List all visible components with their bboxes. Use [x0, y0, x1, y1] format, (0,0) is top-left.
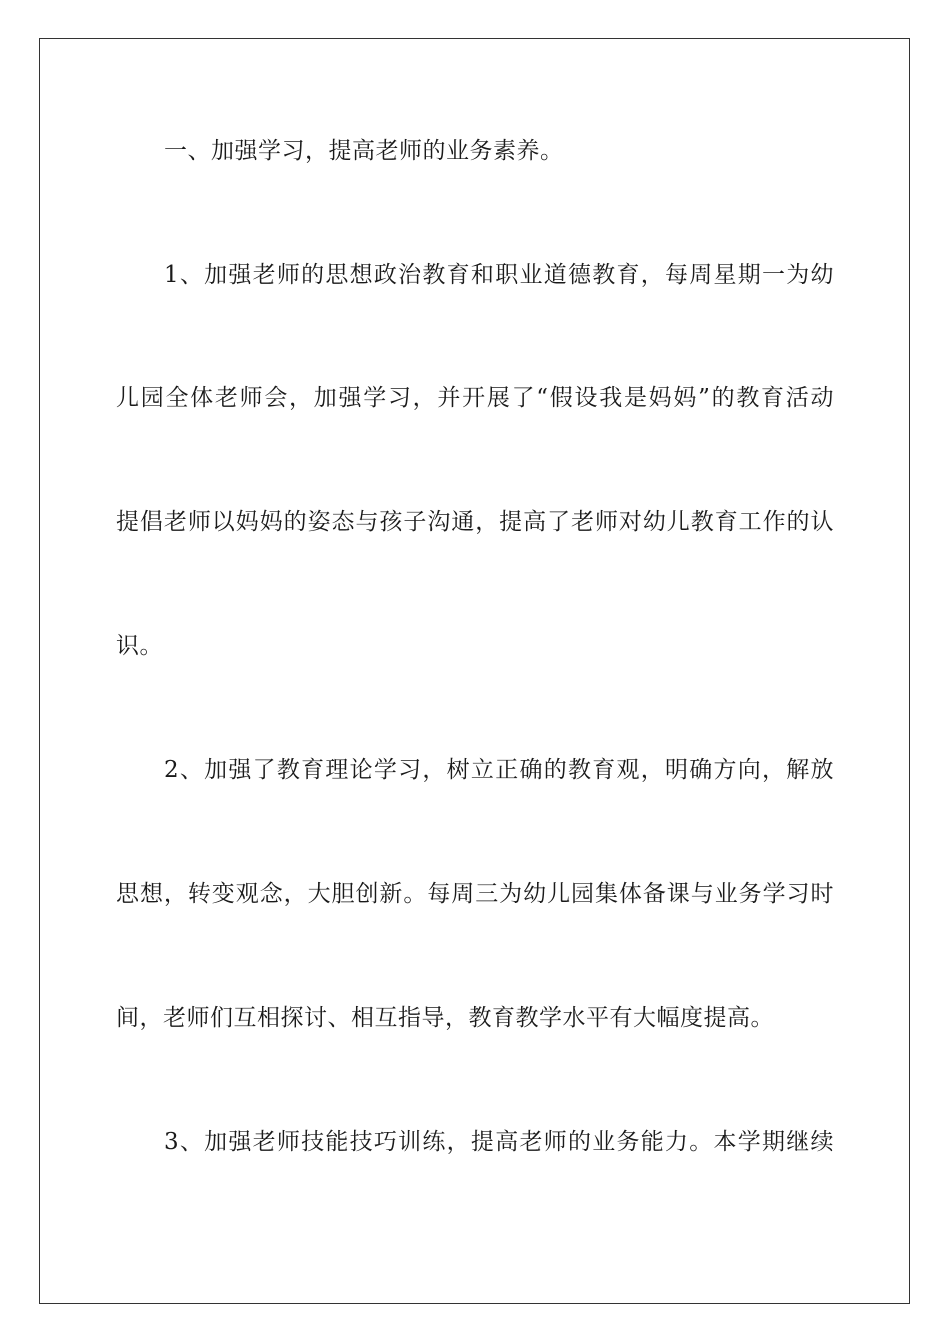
- paragraph-1-line-2: 儿园全体老师会，加强学习，并开展了“假设我是妈妈”的教育活动: [116, 385, 834, 411]
- paragraph-1-line-1: 1、加强老师的思想政治教育和职业道德教育，每周星期一为幼: [164, 262, 834, 288]
- paragraph-2-line-3: 间，老师们互相探讨、相互指导，教育教学水平有大幅度提高。: [116, 1005, 774, 1031]
- section-heading: 一、加强学习，提高老师的业务素养。: [164, 138, 564, 164]
- paragraph-3-line-1: 3、加强老师技能技巧训练，提高老师的业务能力。本学期继续: [164, 1129, 834, 1155]
- paragraph-2-line-2: 思想，转变观念，大胆创新。每周三为幼儿园集体备课与业务学习时: [116, 881, 834, 907]
- paragraph-1-line-4: 识。: [116, 633, 163, 659]
- paragraph-1-line-3: 提倡老师以妈妈的姿态与孩子沟通，提高了老师对幼儿教育工作的认: [116, 509, 834, 535]
- paragraph-2-line-1: 2、加强了教育理论学习，树立正确的教育观，明确方向，解放: [164, 757, 834, 783]
- page-border: [39, 38, 910, 1304]
